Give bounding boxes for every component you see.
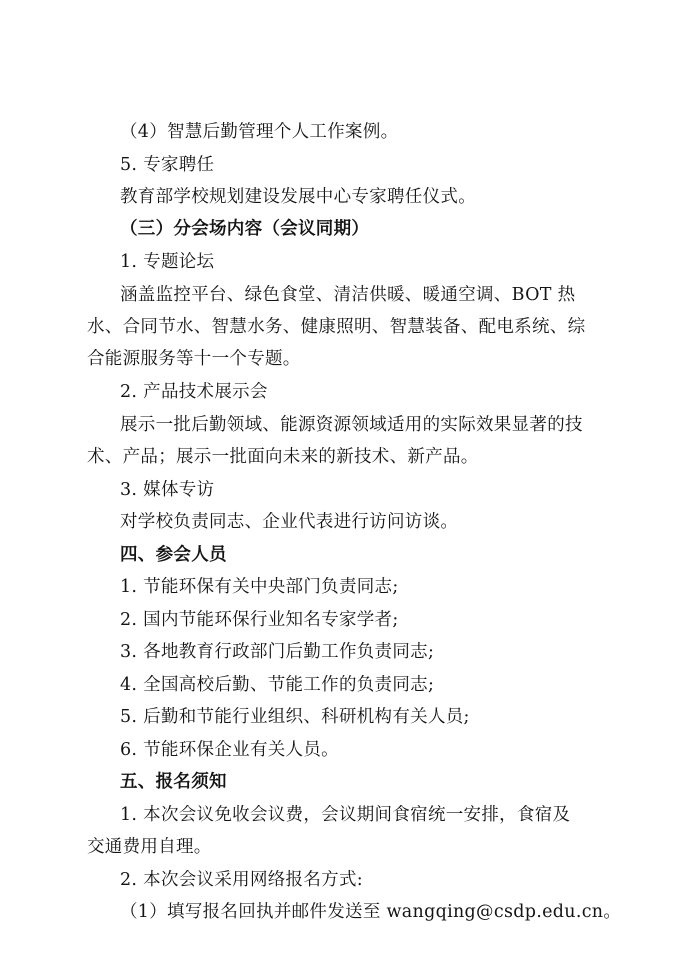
participant-item-1: 1. 节能环保有关中央部门负责同志; bbox=[120, 577, 399, 597]
paragraph-exhibition-line-1: 展示一批后勤领域、能源资源领域适用的实际效果显著的技 bbox=[120, 415, 583, 435]
paragraph-forum-line-3: 合能源服务等十一个专题。 bbox=[87, 349, 301, 369]
paragraph-expert: 教育部学校规划建设发展中心专家聘任仪式。 bbox=[120, 187, 476, 207]
paragraph-forum-line-2: 水、合同节水、智慧水务、健康照明、智慧装备、配电系统、综 bbox=[87, 317, 586, 337]
section-heading-branch: （三）分会场内容（会议同期） bbox=[120, 219, 370, 239]
section-heading-exhibition: 2. 产品技术展示会 bbox=[120, 382, 268, 402]
registration-item-1-line-2: 交通费用自理。 bbox=[87, 837, 212, 857]
section-heading-participants: 四、参会人员 bbox=[120, 545, 227, 565]
registration-item-2: 2. 本次会议采用网络报名方式: bbox=[120, 870, 363, 890]
section-heading-media: 3. 媒体专访 bbox=[120, 480, 215, 500]
registration-subitem-1: （1）填写报名回执并邮件发送至 wangqing@csdp.edu.cn。 bbox=[120, 902, 622, 922]
section-heading-forum: 1. 专题论坛 bbox=[120, 252, 215, 272]
participant-item-4: 4. 全国高校后勤、节能工作的负责同志; bbox=[120, 675, 435, 695]
section-heading-registration: 五、报名须知 bbox=[120, 772, 227, 792]
registration-item-1-line-1: 1. 本次会议免收会议费，会议期间食宿统一安排，食宿及 bbox=[120, 805, 571, 825]
participant-item-3: 3. 各地教育行政部门后勤工作负责同志; bbox=[120, 642, 435, 662]
participant-item-6: 6. 节能环保企业有关人员。 bbox=[120, 740, 339, 760]
participant-item-5: 5. 后勤和节能行业组织、科研机构有关人员; bbox=[120, 707, 470, 727]
paragraph-exhibition-line-2: 术、产品；展示一批面向未来的新技术、新产品。 bbox=[87, 447, 479, 467]
paragraph-forum-line-1: 涵盖监控平台、绿色食堂、清洁供暖、暖通空调、BOT 热 bbox=[120, 285, 576, 305]
participant-item-2: 2. 国内节能环保行业知名专家学者; bbox=[120, 610, 399, 630]
section-heading-expert: 5. 专家聘任 bbox=[120, 155, 215, 175]
paragraph-media: 对学校负责同志、企业代表进行访问访谈。 bbox=[120, 512, 459, 532]
case-item-4: （4）智慧后勤管理个人工作案例。 bbox=[120, 122, 399, 142]
